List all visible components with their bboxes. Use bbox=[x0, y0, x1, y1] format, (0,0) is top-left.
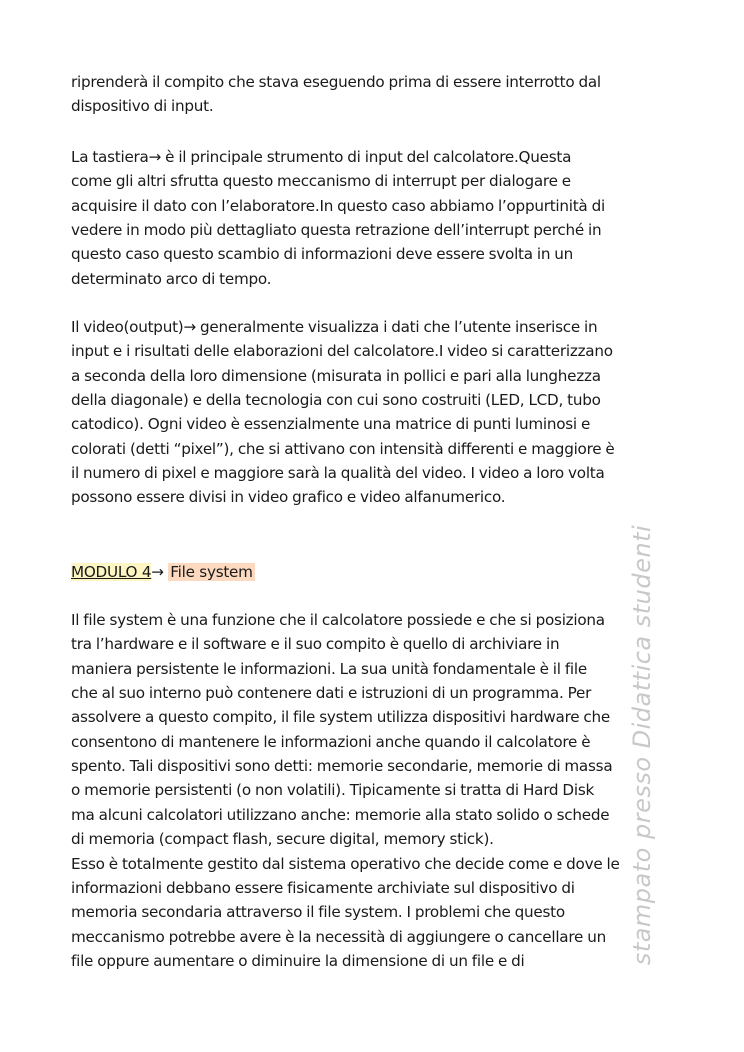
text-line: che al suo interno può contenere dati e istruzioni di un programma. Per bbox=[71, 684, 592, 703]
text-line: dispositivo di input. bbox=[71, 97, 214, 116]
text-line: assolvere a questo compito, il file system utilizza dispositivi hardware che bbox=[71, 708, 610, 727]
module-label: MODULO 4 bbox=[71, 563, 152, 581]
text-line: consentono di mantenere le informazioni anche quando il calcolatore è bbox=[71, 732, 591, 751]
text-line: possono essere divisi in video grafico e video alfanumerico. bbox=[71, 488, 506, 507]
text-line: il numero di pixel e maggiore sarà la qualità del video. I video a loro volta bbox=[71, 464, 605, 483]
text-line: determinato arco di tempo. bbox=[71, 269, 272, 288]
watermark: stampato presso Didattica studenti bbox=[628, 524, 656, 966]
text-line: meccanismo potrebbe avere è la necessità di aggiungere o cancellare un bbox=[71, 927, 606, 946]
text-line: colorati (detti “pixel”), che si attivano con intensità differenti e maggiore è bbox=[71, 439, 615, 458]
text-line: di memoria (compact flash, secure digital, memory stick). bbox=[71, 830, 494, 849]
text-line: Il file system è una funzione che il calcolatore possiede e che si posiziona bbox=[71, 611, 605, 629]
text-line: ma alcuni calcolatori utilizzano anche: memorie alla stato solido o schede bbox=[71, 805, 610, 824]
text-line: come gli altri sfrutta questo meccanismo di interrupt per dialogare e bbox=[71, 172, 571, 191]
text-line: catodico). Ogni video è essenzialmente una matrice di punti luminosi e bbox=[71, 415, 591, 434]
text-line: riprenderà il compito che stava eseguendo prima di essere interrotto dal bbox=[71, 73, 601, 91]
text-line: a seconda della loro dimensione (misurata in pollici e pari alla lunghezza bbox=[71, 366, 601, 385]
section-heading bbox=[71, 560, 255, 584]
text-line: informazioni debbano essere fisicamente archiviate sul dispositivo di bbox=[71, 878, 575, 897]
text-line: questo caso questo scambio di informazioni deve essere svolta in un bbox=[71, 245, 574, 264]
text-line: Il video(output)→ generalmente visualizza i dati che l’utente inserisce in bbox=[71, 318, 598, 336]
section-title: File system bbox=[170, 563, 253, 581]
text-line: maniera persistente le informazioni. La sua unità fondamentale è il file bbox=[71, 659, 587, 678]
text-line: della diagonale) e della tecnologia con cui sono costruiti (LED, LCD, tubo bbox=[71, 391, 601, 410]
heading-arrow: → bbox=[151, 563, 169, 581]
text-line: La tastiera→ è il principale strumento di input del calcolatore.Questa bbox=[71, 148, 572, 166]
text-line: file oppure aumentare o diminuire la dimensione di un file e di bbox=[71, 951, 525, 970]
text-line: Esso è totalmente gestito dal sistema operativo che decide come e dove le bbox=[71, 854, 620, 873]
text-line: acquisire il dato con l’elaboratore.In questo caso abbiamo l’oppurtinità di bbox=[71, 196, 605, 215]
text-line: vedere in modo più dettagliato questa retrazione dell’interrupt perché in bbox=[71, 221, 602, 240]
text-line: memoria secondaria attraverso il file system. I problemi che questo bbox=[71, 903, 565, 922]
text-line: spento. Tali dispositivi sono detti: memorie secondarie, memorie di massa bbox=[71, 757, 613, 776]
text-line: o memorie persistenti (o non volatili). Tipicamente si tratta di Hard Disk bbox=[71, 781, 595, 800]
text-line: tra l’hardware e il software e il suo compito è quello di archiviare in bbox=[71, 635, 560, 654]
text-line: input e i risultati delle elaborazioni del calcolatore.I video si caratterizzano bbox=[71, 342, 613, 361]
